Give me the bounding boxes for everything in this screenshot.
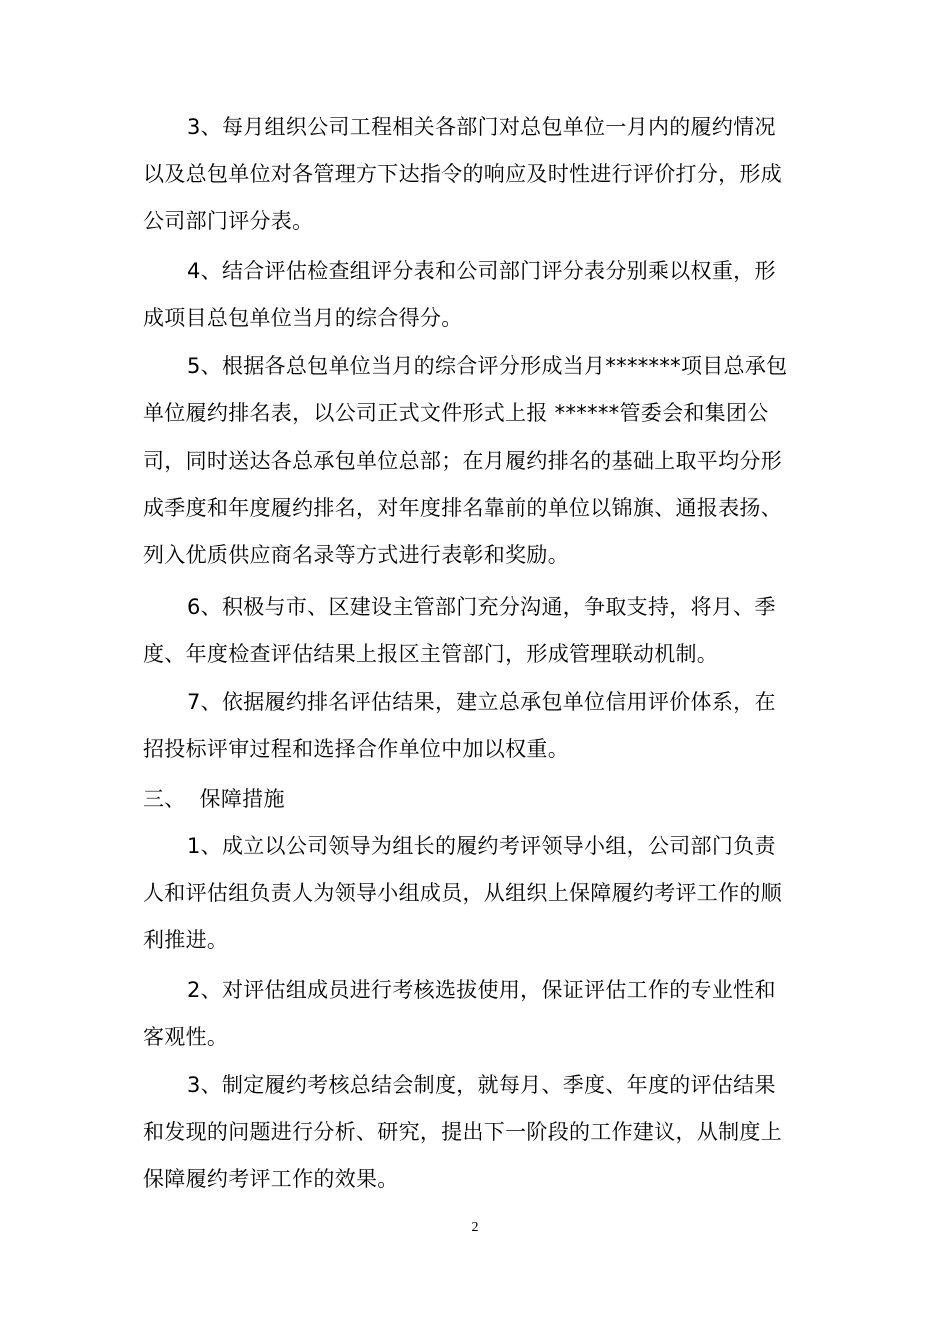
measure-1-line-2: 人和评估组负责人为领导小组成员，从组织上保障履约考评工作的顺 (143, 881, 782, 905)
measure-3-line-3: 保障履约考评工作的效果。 (143, 1167, 399, 1191)
paragraph-7-line-1: 7、依据履约排名评估结果，建立总承包单位信用评价体系，在 (187, 690, 776, 714)
measure-2-line-1: 2、对评估组成员进行考核选拔使用，保证评估工作的专业性和 (187, 978, 776, 1002)
paragraph-7-line-2: 招投标评审过程和选择合作单位中加以权重。 (143, 737, 569, 761)
paragraph-3-line-2: 以及总包单位对各管理方下达指令的响应及时性进行评价打分，形成 (143, 162, 782, 186)
paragraph-5-line-4: 成季度和年度履约排名，对年度排名靠前的单位以锦旗、通报表扬、 (143, 496, 782, 520)
paragraph-5-line-5: 列入优质供应商名录等方式进行表彰和奖励。 (143, 543, 569, 567)
measure-2-line-2: 客观性。 (143, 1025, 229, 1049)
measure-1-line-3: 利推进。 (143, 928, 229, 952)
paragraph-5-line-2: 单位履约排名表，以公司正式文件形式上报 ******管委会和集团公 (143, 401, 769, 425)
measure-1-line-1: 1、成立以公司领导为组长的履约考评领导小组，公司部门负责 (187, 834, 776, 858)
paragraph-4-line-1: 4、结合评估检查组评分表和公司部门评分表分别乘以权重，形 (187, 259, 776, 283)
paragraph-6-line-1: 6、积极与市、区建设主管部门充分沟通，争取支持，将月、季 (187, 595, 776, 619)
paragraph-5-line-1: 5、根据各总包单位当月的综合评分形成当月*******项目总承包 (187, 354, 788, 378)
page-number: 2 (471, 1220, 479, 1235)
paragraph-6-line-2: 度、年度检查评估结果上报区主管部门，形成管理联动机制。 (143, 642, 719, 666)
measure-3-line-1: 3、制定履约考核总结会制度，就每月、季度、年度的评估结果 (187, 1073, 776, 1097)
paragraph-3-line-3: 公司部门评分表。 (143, 209, 314, 233)
paragraph-3-line-1: 3、每月组织公司工程相关各部门对总包单位一月内的履约情况 (187, 115, 776, 139)
section-heading: 三、 保障措施 (143, 787, 285, 811)
paragraph-5-line-3: 司，同时送达各总承包单位总部；在月履约排名的基础上取平均分形 (143, 449, 782, 473)
paragraph-4-line-2: 成项目总包单位当月的综合得分。 (143, 306, 463, 330)
measure-3-line-2: 和发现的问题进行分析、研究，提出下一阶段的工作建议，从制度上 (143, 1120, 782, 1144)
